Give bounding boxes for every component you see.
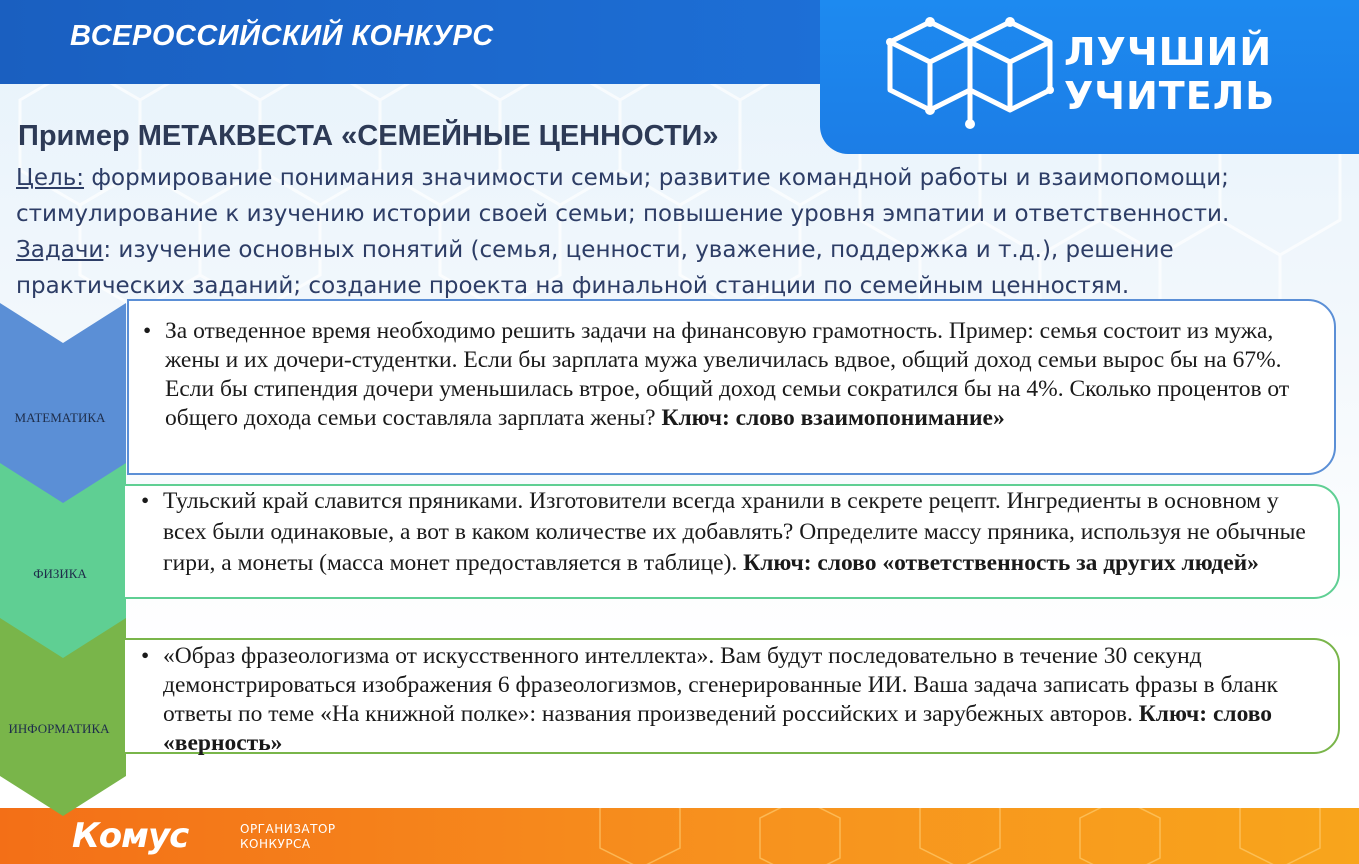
tasks-label: Задачи <box>16 237 104 263</box>
footer-hex-pattern <box>0 808 1359 864</box>
chevron-informatics <box>0 618 126 818</box>
station-box-informatics <box>123 638 1340 754</box>
goals-and-tasks <box>16 160 1316 304</box>
station-text-informatics: «Образ фразеологизма от искусственного интеллекта». Вам будут последовательно в течение 30 секунд демонстрироваться изображения 6 фразеологизмов, сгенерированные ИИ. Ваша задача записать фразы в бланк ответы по теме «На книжной полке»: названия произведений российских и зарубежных авторов. <box>163 643 1278 727</box>
station-text-math: За отведенное время необходимо решить задачи на финансовую грамотность. Пример: семья состоит из мужа, жены и их дочери-студентки. Если бы зарплата мужа увеличилась вдвое, общий доход семьи вырос бы на 67%. Если бы стипендия дочери уменьшилась втрое, общий доход семьи сократился бы на 4%. Сколько процентов от общего дохода семьи составляла зарплата жены? <box>165 318 1290 431</box>
station-label-math: МАТЕМАТИКА <box>14 410 106 425</box>
station-label-physics: ФИЗИКА <box>33 566 87 581</box>
bullet: • <box>141 488 150 514</box>
bullet: • <box>141 643 150 669</box>
goal-text: формирование понимания значимости семьи; развитие командной работы и взаимопомощи; стимулирование к изучению истории своей семьи; повышение уровня эмпатии и ответственности. <box>16 165 1230 227</box>
logo-wordmark <box>1064 30 1275 118</box>
goal-label: Цель: <box>16 165 85 191</box>
organizer-caption <box>240 822 336 852</box>
station-label-informatics: ИНФОРМАТИКА <box>8 721 110 736</box>
bullet: • <box>143 318 152 344</box>
logo-line-2: УЧИТЕЛЬ <box>1064 74 1276 118</box>
tasks-text: : изучение основных понятий (семья, ценности, уважение, поддержка и т.д.), решение практических заданий; создание проекта на финальной станции по семейным ценностям. <box>16 237 1174 299</box>
organizer-line-1: ОРГАНИЗАТОР <box>240 822 336 836</box>
cube-logo-icon <box>882 12 1062 132</box>
station-key-physics: Ключ: слово «ответственность за других людей» <box>743 550 1259 576</box>
best-teacher-logo-panel <box>820 0 1359 154</box>
komus-logo: Комус <box>72 816 189 856</box>
contest-title: ВСЕРОССИЙСКИЙ КОНКУРС <box>70 20 494 52</box>
station-box-physics <box>123 484 1340 599</box>
page-title: Пример МЕТАКВЕСТА «СЕМЕЙНЫЕ ЦЕННОСТИ» <box>18 120 719 152</box>
header-banner <box>0 0 822 84</box>
station-text-physics: Тульский край славится пряниками. Изготовители всегда хранили в секрете рецепт. Ингредиенты в основном у всех были одинаковые, а вот в каком количестве их добавлять? Определите массу пряника, используя не обычные гири, а монеты (масса монет предоставляется в таблице). <box>163 488 1306 576</box>
organizer-line-2: КОНКУРСА <box>240 837 311 851</box>
station-key-informatics: Ключ: слово «верность» <box>163 701 1273 756</box>
station-box-math <box>127 299 1336 475</box>
station-key-math: Ключ: слово взаимопонимание» <box>661 405 1005 431</box>
footer-bar <box>0 808 1359 864</box>
logo-line-1: ЛУЧШИЙ <box>1064 30 1273 74</box>
